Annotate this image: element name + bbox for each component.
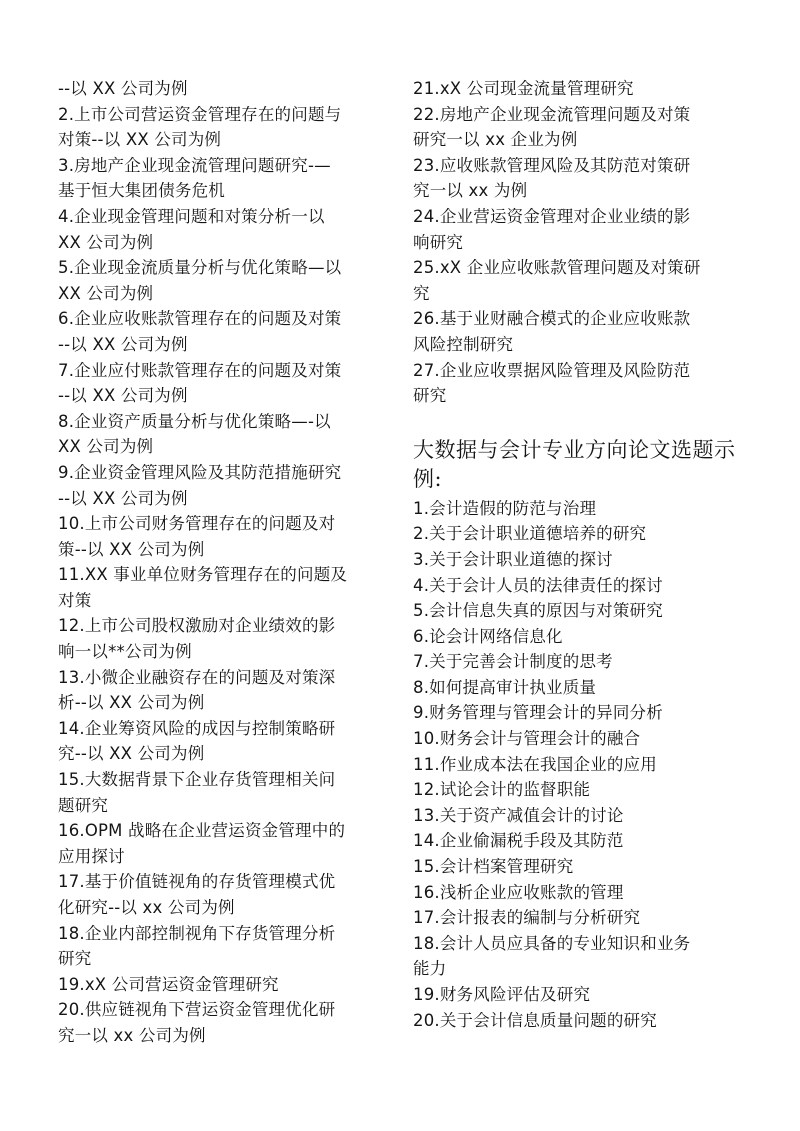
- topic-line: 3.房地产企业现金流管理问题研究-—: [58, 155, 331, 175]
- topic-line: 能力: [413, 959, 447, 979]
- topic-line: 8.如何提高审计执业质量: [413, 677, 597, 697]
- topic-line: 6.企业应收账款管理存在的问题及对策: [58, 309, 342, 329]
- topic-line: 10.财务会计与管理会计的融合: [413, 729, 641, 749]
- topic-line: 2.上市公司营运资金管理存在的问题与: [58, 104, 342, 124]
- topic-line: 20.关于会计信息质量问题的研究: [413, 1010, 657, 1030]
- section-heading-line-1: 大数据与会计专业方向论文选题示: [413, 437, 736, 462]
- topic-line: 10.上市公司财务管理存在的问题及对: [58, 514, 336, 534]
- topic-line: 化研究--以 xx 公司为例: [58, 898, 235, 917]
- topic-line: 6.论会计网络信息化: [413, 626, 563, 646]
- topic-line: 15.大数据背景下企业存货管理相关问: [58, 770, 336, 790]
- topic-line: 4.企业现金管理问题和对策分析一以: [58, 206, 325, 226]
- topic-line: 究--以 XX 公司为例: [58, 744, 205, 764]
- topic-line: 24.企业营运资金管理对企业业绩的影: [413, 206, 691, 226]
- topic-line: XX 公司为例: [58, 283, 154, 303]
- topic-line: --以 XX 公司为例: [58, 334, 188, 354]
- topic-line: 析--以 XX 公司为例: [58, 693, 205, 713]
- topic-line: 7.关于完善会计制度的思考: [413, 652, 613, 672]
- topic-line: 13.关于资产减值会计的讨论: [413, 805, 624, 825]
- topic-line: 究一以 xx 为例: [413, 181, 528, 201]
- topic-line: 9.财务管理与管理会计的异同分析: [413, 703, 663, 723]
- topic-line: --以 XX 公司为例: [58, 488, 188, 508]
- topic-line: --以 XX 公司为例: [58, 386, 188, 406]
- section-heading-line-2: 例:: [413, 466, 443, 491]
- topic-line: 5.会计信息失真的原因与对策研究: [413, 601, 663, 621]
- topic-line: 研究: [58, 949, 92, 969]
- topic-line: 究一以 xx 公司为例: [58, 1025, 206, 1045]
- topic-line: 19.xX 公司营运资金管理研究: [58, 974, 279, 994]
- topic-line: 9.企业资金管理风险及其防范措施研究: [58, 462, 342, 482]
- topic-line: 27.企业应收票据风险管理及风险防范: [413, 360, 691, 380]
- topic-line: 14.企业筹资风险的成因与控制策略研: [58, 718, 336, 738]
- topic-line: 11.作业成本法在我国企业的应用: [413, 754, 657, 774]
- topic-line: 1.会计造假的防范与治理: [413, 498, 597, 518]
- topic-line: 21.xX 公司现金流量管理研究: [413, 79, 634, 98]
- left-column: [58, 76, 398, 1049]
- right-column: [413, 76, 758, 1033]
- topic-line: 题研究: [58, 795, 109, 815]
- topic-line: 应用探讨: [58, 846, 125, 866]
- topic-line: 响研究: [413, 232, 464, 252]
- topic-line: 17.会计报表的编制与分析研究: [413, 908, 641, 928]
- topic-line: 19.财务风险评估及研究: [413, 985, 591, 1004]
- topic-line: 研究: [413, 386, 447, 406]
- topic-line: 2.关于会计职业道德培养的研究: [413, 524, 647, 544]
- topic-line: 5.企业现金流质量分析与优化策略—以: [58, 258, 342, 278]
- topic-line: 对策--以 XX 公司为例: [58, 130, 222, 150]
- topic-line: 3.关于会计职业道德的探讨: [413, 549, 613, 569]
- section-heading: [413, 436, 758, 494]
- topic-line: 14.企业偷漏税手段及其防范: [413, 831, 624, 851]
- topic-line: XX 公司为例: [58, 232, 154, 252]
- topic-line: 13.小微企业融资存在的问题及对策深: [58, 667, 336, 687]
- topic-line: 18.企业内部控制视角下存货管理分析: [58, 923, 336, 943]
- topic-line: 23.应收账款管理风险及其防范对策研: [413, 155, 691, 175]
- topic-line: 17.基于价值链视角的存货管理模式优: [58, 872, 336, 892]
- topic-line: 16.浅析企业应收账款的管理: [413, 882, 624, 902]
- topic-line: 响一以**公司为例: [58, 642, 192, 662]
- topic-line: 研究一以 xx 企业为例: [413, 130, 578, 150]
- topic-line: 11.XX 事业单位财务管理存在的问题及: [58, 565, 348, 585]
- topic-list-continued: [413, 76, 758, 409]
- topic-line: 基于恒大集团债务危机: [58, 181, 225, 201]
- topic-line: 16.OPM 战略在企业营运资金管理中的: [58, 821, 346, 841]
- topic-line: 15.会计档案管理研究: [413, 857, 574, 877]
- topic-line: 风险控制研究: [413, 334, 514, 354]
- topic-line: --以 XX 公司为例: [58, 79, 188, 98]
- topic-line: 7.企业应付账款管理存在的问题及对策: [58, 360, 342, 380]
- topic-line: 25.xX 企业应收账款管理问题及对策研: [413, 258, 701, 278]
- topic-line: 8.企业资产质量分析与优化策略—-以: [58, 411, 331, 431]
- topic-line: 20.供应链视角下营运资金管理优化研: [58, 1000, 336, 1020]
- topic-line: XX 公司为例: [58, 437, 154, 457]
- topic-line: 策--以 XX 公司为例: [58, 539, 205, 559]
- topic-line: 18.会计人员应具备的专业知识和业务: [413, 933, 691, 953]
- topic-line: 对策: [58, 590, 92, 610]
- topic-line: 26.基于业财融合模式的企业应收账款: [413, 309, 691, 329]
- topic-line: 22.房地产企业现金流管理问题及对策: [413, 104, 691, 124]
- topic-line: 12.上市公司股权激励对企业绩效的影: [58, 616, 336, 636]
- section-gap: [413, 409, 758, 436]
- topic-line: 究: [413, 283, 430, 303]
- topic-line: 4.关于会计人员的法律责任的探讨: [413, 575, 663, 595]
- topic-line: 12.试论会计的监督职能: [413, 780, 591, 800]
- accounting-topic-list: [413, 496, 758, 1033]
